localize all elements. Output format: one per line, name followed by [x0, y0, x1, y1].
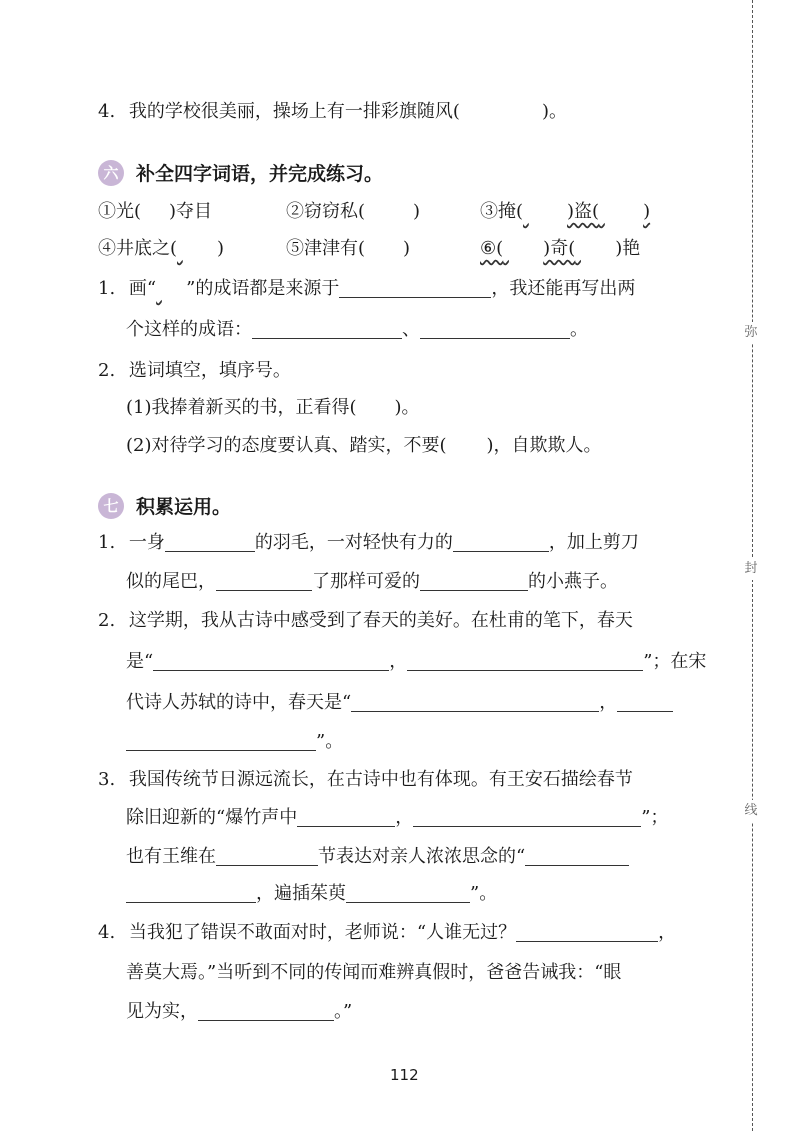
- idiom-text: )艳: [615, 238, 641, 259]
- question-text: ，遍插茱萸: [256, 883, 346, 904]
- idiom-blank[interactable]: [523, 200, 567, 224]
- idiom-text: ): [217, 238, 225, 259]
- section-six-header: [98, 159, 383, 186]
- idiom-text: ②窃窃私(: [286, 201, 366, 222]
- question-text: 当我犯了错误不敢面对时，老师说：“人谁无过？: [128, 922, 517, 943]
- question-text: 。: [570, 319, 588, 340]
- section-seven-header: [98, 492, 231, 519]
- s7-q4-line1: [98, 921, 676, 945]
- idiom-text: ): [413, 201, 421, 222]
- margin-label: 弥: [742, 322, 760, 344]
- question-text: ，: [389, 651, 408, 672]
- idiom-text: ①光(: [98, 201, 142, 222]
- question-text: 善莫大焉。”当听到不同的传闻而难辨真假时，爸爸告诫我：“眼: [126, 962, 622, 983]
- idiom-blank[interactable]: [503, 237, 543, 261]
- question-text: ，我还能再写出两: [491, 278, 636, 299]
- answer-blank[interactable]: [407, 652, 643, 671]
- question-number: 2.: [98, 360, 116, 381]
- question-text: 是“: [126, 651, 154, 672]
- question-text: 的羽毛，一对轻快有力的: [254, 532, 453, 553]
- question-text: ”；在宋: [643, 651, 707, 672]
- question-text: 代诗人苏轼的诗中，春天是“: [126, 692, 352, 713]
- question-number: 3.: [98, 769, 116, 790]
- answer-blank[interactable]: [420, 572, 528, 591]
- s6-q1-line2: [126, 318, 588, 342]
- q4-line: [98, 100, 567, 124]
- question-number: 2.: [98, 610, 116, 631]
- s7-q4-line3: [126, 1000, 352, 1024]
- answer-blank[interactable]: [252, 320, 402, 339]
- margin-label: 封: [742, 558, 760, 580]
- answer-blank[interactable]: [346, 884, 470, 903]
- question-text: 画“: [128, 278, 157, 299]
- question-text: 我国传统节日源远流长，在古诗中也有体现。有王安石描绘春节: [128, 769, 633, 790]
- section-title: 积累运用。: [136, 496, 232, 518]
- idiom-text: ③掩(: [480, 201, 524, 222]
- answer-blank[interactable]: [420, 320, 570, 339]
- question-text: 也有王维在: [126, 846, 216, 867]
- idiom-text: ④井底之(: [98, 238, 178, 259]
- s7-q2-line3: [126, 691, 673, 715]
- question-text: ，加上剪刀: [548, 532, 639, 553]
- question-text: 的小燕子。: [528, 571, 618, 592]
- answer-blank[interactable]: [339, 279, 491, 298]
- question-text: ”；: [641, 807, 669, 828]
- idiom-text: ⑥(: [480, 238, 504, 259]
- answer-blank[interactable]: [216, 572, 312, 591]
- question-text: 见为实，: [126, 1001, 198, 1022]
- question-text: 。”: [334, 1001, 353, 1022]
- idiom-text: )奇(: [543, 238, 576, 259]
- s7-q3-line4: [126, 882, 497, 906]
- margin-label: 线: [742, 800, 760, 822]
- question-text: 一身: [128, 532, 165, 553]
- answer-blank[interactable]: [297, 808, 395, 827]
- question-text: 、: [402, 319, 420, 340]
- section-badge: 七: [98, 493, 124, 519]
- idiom-row-1c: [480, 200, 650, 224]
- idiom-row-1: [98, 200, 212, 224]
- s7-q2-line4: [126, 730, 343, 754]
- wavy-mark-blank[interactable]: [156, 277, 186, 301]
- answer-blank[interactable]: [126, 884, 256, 903]
- section-badge: 六: [98, 160, 124, 186]
- s7-q4-line2: [126, 961, 621, 985]
- question-text: )，自欺欺人。: [486, 435, 602, 456]
- question-text: 个这样的成语：: [126, 319, 252, 340]
- question-text: )。: [394, 397, 420, 418]
- idiom-row-1b: [286, 200, 420, 224]
- idiom-row-2b: [286, 237, 410, 261]
- idiom-row-2: [98, 237, 224, 261]
- question-text: 这学期，我从古诗中感受到了春天的美好。在杜甫的笔下，春天: [128, 610, 633, 631]
- answer-blank[interactable]: [165, 533, 255, 552]
- s7-q2-line1: [98, 609, 633, 633]
- question-text-end: )。: [541, 101, 567, 122]
- answer-blank[interactable]: [216, 847, 318, 866]
- answer-blank[interactable]: [516, 923, 658, 942]
- idiom-text: )夺目: [169, 201, 213, 222]
- question-number: 1.: [98, 532, 116, 553]
- answer-blank[interactable]: [351, 693, 599, 712]
- answer-blank[interactable]: [453, 533, 549, 552]
- question-text: ”。: [316, 731, 344, 752]
- question-text: 节表达对亲人浓浓思念的“: [318, 846, 526, 867]
- answer-blank[interactable]: [413, 808, 641, 827]
- question-number: 1.: [98, 278, 116, 299]
- question-text: (2)对待学习的态度要认真、踏实，不要(: [126, 435, 447, 456]
- idiom-text: ⑤津津有(: [286, 238, 366, 259]
- s7-q2-line2: [126, 650, 706, 674]
- question-text: ，: [395, 807, 414, 828]
- question-number: 4.: [98, 922, 116, 943]
- question-text: 我的学校很美丽，操场上有一排彩旗随风(: [128, 101, 460, 122]
- idiom-text: ): [643, 201, 651, 222]
- question-text: (1)我捧着新买的书，正看得(: [126, 397, 357, 418]
- s7-q3-line3: [126, 845, 629, 869]
- question-text: ”。: [470, 883, 498, 904]
- idiom-blank[interactable]: [177, 237, 217, 261]
- answer-blank[interactable]: [617, 693, 673, 712]
- idiom-row-2c: [480, 237, 640, 261]
- question-text: 选词填空，填序号。: [128, 360, 291, 381]
- answer-blank[interactable]: [198, 1002, 334, 1021]
- section-title: 补全四字词语，并完成练习。: [136, 163, 384, 185]
- question-text: 似的尾巴，: [126, 571, 216, 592]
- idiom-text: )盗(: [567, 201, 600, 222]
- idiom-text: ): [403, 238, 411, 259]
- s7-q3-line2: [126, 806, 668, 830]
- answer-blank[interactable]: [153, 652, 389, 671]
- question-text: ，: [658, 922, 677, 943]
- s6-q1-line1: [98, 277, 635, 301]
- s7-q1-line2: [126, 570, 618, 594]
- s7-q1-line1: [98, 531, 639, 555]
- answer-blank[interactable]: [126, 732, 316, 751]
- s7-q3-line1: [98, 768, 633, 792]
- page-number: 112: [390, 1066, 419, 1084]
- answer-blank[interactable]: [525, 847, 629, 866]
- idiom-blank[interactable]: [599, 200, 643, 224]
- question-text: ，: [599, 692, 618, 713]
- question-text: 除旧迎新的“爆竹声中: [126, 807, 298, 828]
- idiom-blank[interactable]: [575, 237, 615, 261]
- question-number: 4.: [98, 101, 116, 122]
- question-text: 了那样可爱的: [312, 571, 420, 592]
- s6-q2-title: [98, 359, 291, 383]
- question-text: ”的成语都是来源于: [186, 278, 340, 299]
- s6-q2-sub1: [126, 396, 420, 420]
- s6-q2-sub2: [126, 434, 602, 458]
